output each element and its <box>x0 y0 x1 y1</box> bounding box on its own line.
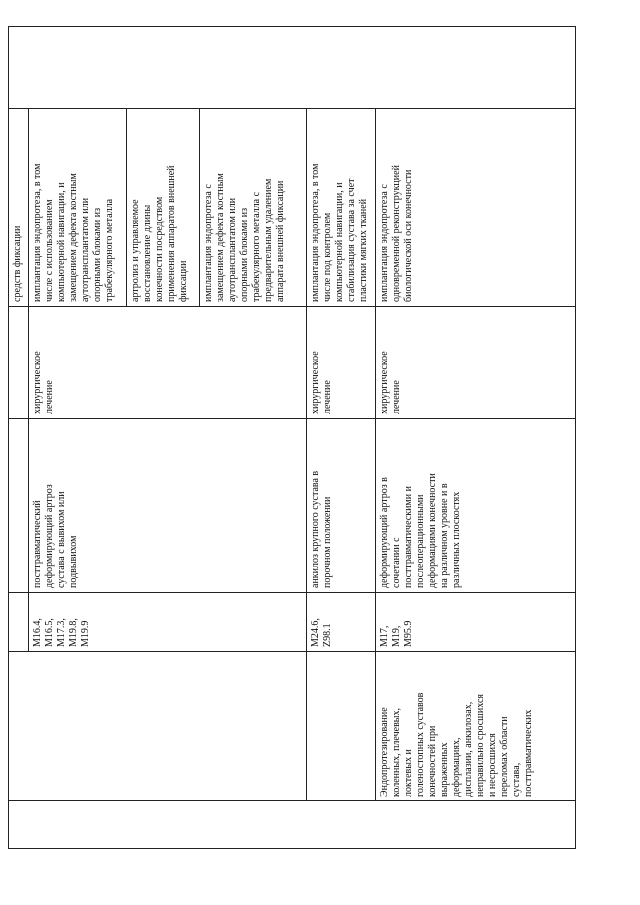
row3-treatment: хирургическое лечение <box>379 351 402 414</box>
header-tail-cell: средств фиксации <box>12 225 23 302</box>
row2-method: имплантация эндопротеза, в том числе под контролем компьютерной навигации, и стабилизация сустава за счет пластики мягких тканей <box>310 163 369 302</box>
row1-codes: M16.4, M16.5, M17.3, M19.8, M19.9 <box>32 618 91 647</box>
row3-name: Эндопротезирование коленных, плечевых, локтевых и голеностопных суставов конечностей при выраженных деформациях, дисплазии, анкилозах, неправильно сросшихся и несросшихся переломах области сустава, посттравматических <box>379 692 534 797</box>
row3-method: имплантация эндопротеза с одновременной реконструкцией биологической оси конечности <box>379 165 414 302</box>
row2-treatment: хирургическое лечение <box>310 351 333 414</box>
row-sep-b <box>306 108 307 801</box>
row1-model: посттравматический деформирующий артроз сустава с вывихом или подвывихом <box>32 484 79 588</box>
sub-sep-2 <box>199 108 200 306</box>
row1-method-3: имплантация эндопротеза с замещением дефекта костным аутотрансплантатом или опорными блоками из трабекулярного металла с предварительным удалением аппарата внешней фиксации <box>203 173 286 302</box>
table-border-bottom <box>8 848 576 849</box>
row3-codes: M17, M19, M95.9 <box>379 620 414 647</box>
col-sep-6 <box>8 800 576 801</box>
table-border-top <box>8 26 576 27</box>
table-border-right <box>575 26 576 849</box>
row3-model: деформирующий артроз в сочетании с посттравматическими и послеоперационными деформациями конечности на различном уровне и в различных плоскостях <box>379 473 462 588</box>
table-border-left <box>8 26 9 849</box>
col-sep-3 <box>8 418 576 419</box>
col-sep-5 <box>8 651 576 652</box>
row2-model: анкилоз крупного сустава в порочном положении <box>310 470 333 588</box>
row2-codes: M24.6, Z98.1 <box>310 618 333 647</box>
row-sep-a <box>28 108 29 652</box>
col-sep-2 <box>8 306 576 307</box>
col-sep-4 <box>8 592 576 593</box>
col-sep-1 <box>8 108 576 109</box>
row-sep-c <box>375 108 376 801</box>
sub-sep-1 <box>126 108 127 306</box>
row1-method-2: артролиз и управляемое восстановление длины конечности посредством применения аппаратов внешней фиксации <box>130 165 189 302</box>
row1-method-1: имплантация эндопротеза, в том числе с использованием компьютерной навигации, и замещением дефекта костным аутотрансплантатом или опорными блоками из трабекулярного металла <box>32 163 115 302</box>
row1-treatment: хирургическое лечение <box>32 351 55 414</box>
